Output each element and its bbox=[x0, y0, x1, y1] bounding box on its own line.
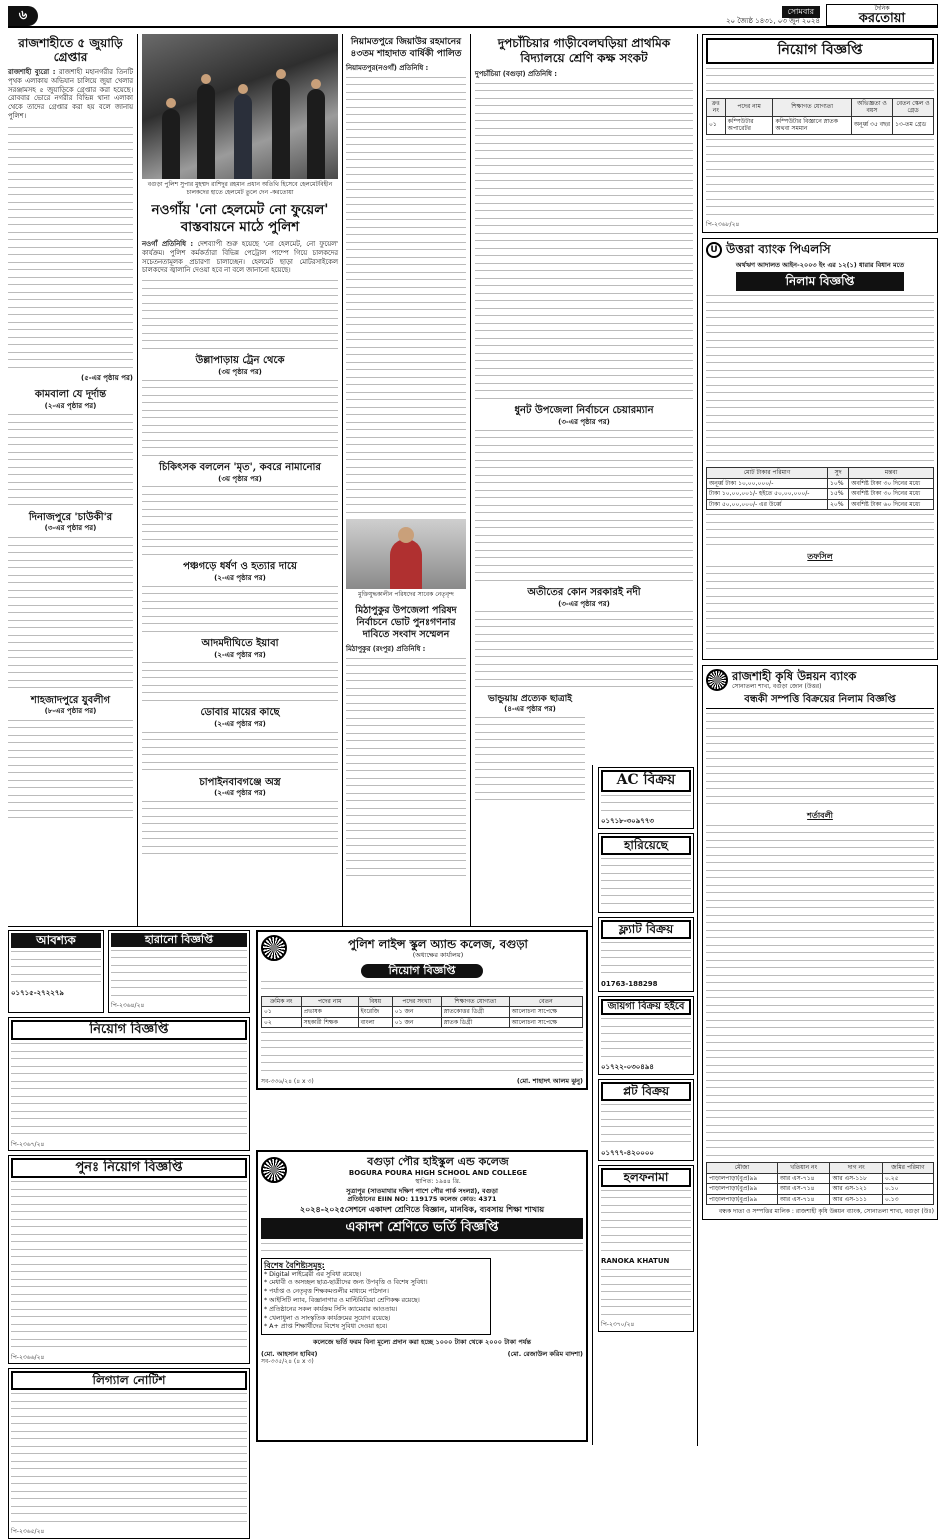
ad-text-lines bbox=[601, 1190, 691, 1251]
column-5 bbox=[702, 34, 938, 1220]
bank-name: উত্তরা ব্যাংক পিএলসি bbox=[726, 242, 831, 256]
signer-name: (মো. শাহাদৎ আলম ঝুনু) bbox=[516, 1077, 583, 1086]
vacancy-table bbox=[261, 996, 583, 1029]
ad-title: বন্ধকী সম্পত্তি বিক্রয়ের নিলাম বিজ্ঞপ্তি bbox=[706, 694, 934, 710]
bank-header bbox=[706, 669, 934, 691]
school-name-bn: বগুড়া পৌর হাইস্কুল এন্ড কলেজ bbox=[367, 1155, 509, 1168]
ad-text-lines bbox=[706, 68, 934, 92]
story-headline: চিকিৎসক বললেন 'মৃত', কবরে নামানোর bbox=[159, 462, 321, 474]
story-continued: (৫-এর পৃষ্ঠায় পর) bbox=[81, 374, 133, 383]
classified-title: হলফনামা bbox=[601, 1168, 691, 1187]
table-cell: স্নাতকোত্তর ডিগ্রী bbox=[441, 1007, 509, 1018]
ad-footer bbox=[261, 1077, 583, 1085]
bank-name: রাজশাহী কৃষি উন্নয়ন ব্যাংক bbox=[732, 668, 857, 683]
fee-note: কলেজে ভর্তি ফরম বিনা মূল্যে প্রদান করা হচ্ছে ১০০০ টাকা থেকে ২০০০ টাকা পর্যন্ত bbox=[313, 1338, 531, 1347]
table-cell: পাড়ালপাড়া(বুপ্র)৯৯ bbox=[707, 1184, 778, 1195]
ad-title: হারানো বিজ্ঞপ্তি bbox=[111, 933, 247, 947]
story-byline: (২-এর পৃষ্ঠার পর) bbox=[214, 573, 266, 582]
lead-text bbox=[142, 240, 338, 275]
school-admission-ad bbox=[256, 1150, 588, 1442]
feature-item: * পর্যাপ্ত ও নেতৃবৃত্ত শিক্ষকমণ্ডলীর মাধ্যমে পাঠদান। bbox=[264, 1288, 389, 1296]
table-header-row bbox=[707, 468, 934, 479]
table-cell: প্রভাষক bbox=[301, 1007, 358, 1018]
table-cell: অনূর্ধ্ব ৩৫ বছর bbox=[851, 116, 892, 134]
story-headline: রাজশাহীতে ৫ জুয়াড়ি গ্রেপ্তার bbox=[18, 36, 123, 64]
bottom-left-ads bbox=[8, 930, 250, 1539]
table-cell: ০২ bbox=[262, 1017, 302, 1028]
table-header: মৌজা bbox=[707, 1163, 778, 1174]
ad-text-lines bbox=[601, 1269, 691, 1315]
page-number-badge: ৬ bbox=[8, 6, 38, 26]
ad-ref: পি-২৩৬৬/২৪ bbox=[11, 1353, 45, 1361]
section-rule bbox=[8, 926, 592, 927]
table-cell: বাংলা bbox=[358, 1017, 392, 1028]
story-byline: (৩য় পৃষ্ঠার পর) bbox=[218, 474, 262, 483]
classified-ad-affidavit bbox=[598, 1165, 694, 1332]
story-byline: মিঠাপুকুর (রংপুর) প্রতিনিধি : bbox=[346, 644, 426, 653]
column-rule bbox=[137, 34, 138, 926]
table-cell: ০.১০ bbox=[882, 1184, 933, 1195]
table-cell: অবশিষ্ট টাকা ৩০ দিনের মধ্যে bbox=[849, 489, 934, 500]
classified-ad-flat bbox=[598, 917, 694, 991]
story-byline: (৪-এর পৃষ্ঠার পর) bbox=[504, 705, 556, 714]
table-row bbox=[262, 1007, 583, 1018]
school-logo-icon bbox=[261, 1157, 287, 1183]
photo-caption: বগুড়া পুলিশ সুপার মুহম্মদ রাশিদুর রহমান প্রধান অতিথি হিসেবে হেলমেটবিহীন চালকদের হাতে হেলমেট তুলে দেন -করতোয়া bbox=[147, 181, 333, 196]
ad-title: আবশ্যক bbox=[11, 933, 101, 948]
story-text-lines bbox=[8, 414, 133, 505]
table-header: শিক্ষাগত যোগ্যতা bbox=[773, 98, 851, 116]
column-1 bbox=[8, 34, 133, 825]
wanted-ad bbox=[8, 930, 104, 1013]
feature-item: * প্রতিষ্ঠানের সকল কার্যক্রম সিসি ক্যামেরার আওতায়। bbox=[264, 1305, 398, 1313]
story-byline: (৩-এর পৃষ্ঠার পর) bbox=[44, 524, 97, 533]
classified-title: জায়গা বিক্রয় হইবে bbox=[601, 999, 691, 1016]
feature-item: * আইসিটি ল্যাব, বিজ্ঞানাগার ও মাল্টিমিডিয়া শ্রেণিকক্ষ রয়েছে। bbox=[264, 1296, 420, 1304]
ad-subtitle: (অধ্যক্ষের কার্যালয়) bbox=[412, 951, 464, 960]
table-cell: অবশিষ্ট টাকা ৩০ দিনের মধ্যে bbox=[849, 478, 934, 489]
story-text-lines bbox=[475, 717, 585, 801]
table-cell: আর এস-৭১৪ bbox=[777, 1173, 830, 1184]
ad-text-lines bbox=[706, 825, 934, 1156]
table-header: পদের নাম bbox=[301, 996, 358, 1007]
ad-text-lines bbox=[706, 713, 934, 804]
table-header: বেতন স্কেল ও গ্রেড bbox=[893, 98, 934, 116]
ads-row bbox=[8, 930, 250, 1013]
ad-text-lines bbox=[706, 295, 934, 461]
logo-small-text: দৈনিক bbox=[874, 5, 890, 12]
table-row bbox=[707, 499, 934, 510]
schedule-title: তফসিল bbox=[807, 551, 833, 561]
ad-footer: বন্ধক দাতা ও সম্পত্তির মালিক : রাজশাহী কৃষি উন্নয়ন ব্যাংক, সোনাতলা শাখা, বগুড়া (উঃ) bbox=[718, 1208, 934, 1216]
story-text-lines bbox=[8, 537, 133, 688]
features-title: বিশেষ বৈশিষ্ট্যসমূহ: bbox=[264, 1260, 325, 1270]
story-headline: ডোবার মায়ের কাছে bbox=[200, 707, 280, 719]
story-text-lines bbox=[8, 720, 133, 819]
table-cell: ০১ জন bbox=[392, 1017, 441, 1028]
ad-title: পুনঃ নিয়োগ বিজ্ঞপ্তি bbox=[11, 1158, 247, 1178]
story-byline: (৩য় পৃষ্ঠার পর) bbox=[218, 367, 262, 376]
school-logo-icon bbox=[261, 935, 287, 961]
table-cell: ০১ জন bbox=[392, 1007, 441, 1018]
table-cell: টাকা ৫০,০০,০০০/- এর উর্ধ্বে bbox=[707, 499, 828, 510]
school-name-en: BOGURA POURA HIGH SCHOOL AND COLLEGE bbox=[348, 1168, 528, 1177]
phone-number: ০১৭১৮-৩০৯৭৭৩ bbox=[601, 817, 654, 825]
story-text: রাজশাহী মহানগরীর তিনটি পৃথক এলাকায় অভিযান চালিয়ে জুয়া খেলার সরঞ্জামসহ ৫ জুয়াড়িকে গ্রেপ্তার করা হয়েছে। রোববার ভোরে নগরীর বিভিন্ন থানা এলাকা থেকে তাদের গ্রেপ্তার করা হয় বলে জানায় পুলিশ। bbox=[8, 68, 133, 121]
ad-text-lines bbox=[601, 858, 691, 904]
signer-name: (মো. আহসান হাবিব) bbox=[261, 1350, 318, 1359]
terms-title: শর্তাবলী bbox=[807, 810, 833, 820]
story-headline: শাহজাদপুরে যুবলীগ bbox=[30, 694, 111, 706]
story-text-lines bbox=[8, 127, 133, 368]
ad-ref: সব-৩৩৬/২৪ (৪ x ৩) bbox=[261, 1077, 314, 1085]
story-text-lines bbox=[142, 801, 338, 855]
portrait-photo bbox=[346, 519, 466, 589]
ad-text-lines bbox=[601, 795, 691, 811]
ad-subtitle: অর্থঋণ আদালত আইন-২০০৩ ইং এর ১২(১) ধারার বিধান মতে bbox=[735, 260, 905, 269]
story-headline: ধুনট উপজেলা নির্বাচনে চেয়ারম্যান bbox=[514, 405, 654, 417]
table-cell: অনূর্ধ্ব টাকা ১০,০০,০০০/- bbox=[707, 478, 828, 489]
table-row bbox=[707, 489, 934, 500]
story-headline: নিয়ামতপুরে জিয়াউর রহমানের ৪৩তম শাহাদাত বার্ষিকী পালিত bbox=[350, 37, 462, 59]
ad-ref: পি-২৩৬৪/২৪ bbox=[111, 1002, 145, 1010]
auction-table bbox=[706, 467, 934, 510]
header-day: সোমবার bbox=[782, 6, 820, 18]
table-cell: সহকারী শিক্ষক bbox=[301, 1017, 358, 1028]
phone-number: ০১৭২২-০৩০৪৯৪ bbox=[601, 1063, 654, 1071]
photo-caption: মুক্তিযুদ্ধকালীন পরিষদের সাবেক নেতৃবৃন্দ bbox=[358, 591, 454, 599]
story-text-lines bbox=[142, 486, 338, 555]
ad-text-lines bbox=[601, 942, 691, 973]
page-header bbox=[8, 6, 938, 28]
lead-headline: নওগাঁয় 'নো হেলমেট নো ফুয়েল' বাস্তবায়নে মাঠে পুলিশ bbox=[151, 202, 329, 235]
table-header: পদের নাম bbox=[725, 98, 773, 116]
story-byline: (৩-এর পৃষ্ঠার পর) bbox=[558, 417, 610, 426]
column-rule bbox=[470, 34, 471, 926]
table-cell: আর এস-৭১৪ bbox=[777, 1194, 830, 1205]
story-byline: নিয়ামতপুর(নওগাঁ) প্রতিনিধি : bbox=[346, 64, 429, 72]
table-row bbox=[707, 1173, 934, 1184]
ad-text-lines bbox=[601, 1104, 691, 1143]
ad-ref: পি-২৩৬৫/২৪ bbox=[11, 1528, 45, 1536]
story-headline: পঞ্চগড়ে ধর্ষণ ও হত্যার দায়ে bbox=[183, 561, 297, 573]
story-text-lines bbox=[142, 732, 338, 771]
feature-item: * A+ প্রাপ্ত শিক্ষার্থীদের বিশেষ সুবিধা দেওয়া হবে। bbox=[264, 1323, 388, 1331]
table-cell: পাড়ালপাড়া(বুপ্র)৯৯ bbox=[707, 1194, 778, 1205]
story-text-lines bbox=[346, 77, 466, 513]
table-row bbox=[707, 1184, 934, 1195]
table-header-row bbox=[707, 98, 934, 116]
rejob-ad bbox=[8, 1155, 250, 1364]
affidavit-name: RANOKA KHATUN bbox=[601, 1257, 670, 1265]
story-text-lines bbox=[475, 611, 693, 687]
story-headline: কামবালা যে দূর্দান্ত bbox=[34, 389, 107, 401]
ad-ref: পি-২৩৬৭/২৪ bbox=[11, 1140, 45, 1148]
classified-ad-lost bbox=[598, 833, 694, 914]
ad-ref: সব-৩৩৫/২৪ (৪ x ৩) bbox=[261, 1358, 314, 1366]
ad-ref: পি-২৩৭০/২৪ bbox=[601, 1321, 635, 1329]
header-date: ২০ জ্যৈষ্ঠ ১৪৩১, ০৩ জুন ২০২৪ bbox=[725, 17, 820, 25]
story-text-lines bbox=[346, 658, 466, 877]
table-cell: ০.২৫ bbox=[882, 1173, 933, 1184]
table-cell: ২০% bbox=[828, 499, 849, 510]
table-header: পদের সংখ্যা bbox=[392, 996, 441, 1007]
ad-text-lines bbox=[261, 1243, 583, 1252]
table-cell: টাকা ১০,০০,০০১/- হইতে ৫০,০০,০০০/- bbox=[707, 489, 828, 500]
story-text-lines bbox=[142, 280, 338, 349]
table-row bbox=[707, 1194, 934, 1205]
ad-header bbox=[261, 935, 583, 961]
story-byline: (২-এর পৃষ্ঠার পর) bbox=[214, 719, 266, 728]
classified-title: ফ্ল্যাট বিক্রয় bbox=[601, 920, 691, 939]
classifieds-column bbox=[592, 765, 696, 1336]
lead-byline: নওগাঁ প্রতিনিধি : bbox=[142, 240, 194, 248]
ad-title: পুলিশ লাইন্স স্কুল অ্যান্ড কলেজ, বগুড়া bbox=[348, 936, 528, 951]
police-school-ad bbox=[256, 930, 588, 1090]
school-address: সুত্রাপুর (সাতমাথার দক্ষিণ পাশে পৌর পার্ক সংলগ্ন), বগুড়া bbox=[346, 1187, 498, 1195]
table-cell: আর এস-৭১৪ bbox=[777, 1184, 830, 1195]
table-header: শিক্ষাগত যোগ্যতা bbox=[441, 996, 509, 1007]
school-est: স্থাপিত: ১৯৪৪ খ্রি. bbox=[415, 1177, 461, 1185]
ad-text-lines bbox=[11, 1043, 247, 1134]
ad-ref: পি-২৩৬৮/২৪ bbox=[706, 221, 740, 228]
ad-text-lines bbox=[11, 951, 101, 982]
story-byline: রাজশাহী ব্যুরো : bbox=[8, 68, 56, 76]
newspaper-logo bbox=[826, 4, 938, 26]
phone-number: ০১৭৭৭-৪২০০০০ bbox=[601, 1148, 654, 1157]
story-byline: দুপচাঁচিয়া (বগুড়া) প্রতিনিধি : bbox=[475, 70, 557, 78]
ad-text-lines bbox=[11, 1181, 247, 1347]
table-header: বিষয় bbox=[358, 996, 392, 1007]
table-cell: ১০% bbox=[828, 478, 849, 489]
ad-text-lines bbox=[111, 950, 247, 996]
classified-ad-land bbox=[598, 996, 694, 1075]
table-cell: আলোচনা সাপেক্ষে bbox=[509, 1017, 582, 1028]
story-text-lines bbox=[475, 430, 693, 581]
feature-item: * খেলাধুলা ও সাংস্কৃতিক কার্যক্রমের সুযোগ রয়েছে। bbox=[264, 1314, 391, 1322]
table-cell: আর এস-১১৮ bbox=[830, 1173, 883, 1184]
table-cell: অবশিষ্ট টাকা ৬০ দিনের মধ্যে bbox=[849, 499, 934, 510]
bank-auction-ad bbox=[702, 238, 938, 660]
table-header: অভিজ্ঞতা ও বয়স bbox=[851, 98, 892, 116]
story-text-lines bbox=[475, 83, 693, 399]
table-cell: ০১ bbox=[707, 116, 726, 134]
story-byline: (২-এর পৃষ্ঠার পর) bbox=[214, 789, 266, 798]
table-cell: আলোচনা সাপেক্ষে bbox=[509, 1007, 582, 1018]
table-cell: ইংরেজি bbox=[358, 1007, 392, 1018]
story-headline: উল্লাপাড়ায় ট্রেন থেকে bbox=[195, 355, 285, 367]
job-ad bbox=[702, 34, 938, 233]
news-photo bbox=[142, 34, 338, 179]
signers bbox=[261, 1350, 583, 1358]
krishi-bank-ad bbox=[702, 665, 938, 1220]
ad-title: নিয়োগ বিজ্ঞপ্তি bbox=[706, 38, 934, 64]
legal-notice-ad bbox=[8, 1368, 250, 1539]
story-text-lines bbox=[142, 586, 338, 632]
job-ad-2 bbox=[8, 1017, 250, 1151]
column-rule bbox=[342, 34, 343, 926]
ad-title: লিগ্যাল নোটিশ bbox=[11, 1371, 247, 1390]
classified-ad-ac bbox=[598, 767, 694, 829]
table-cell: পাড়ালপাড়া(বুপ্র)৯৯ bbox=[707, 1173, 778, 1184]
ad-text-lines bbox=[706, 514, 934, 545]
logo-title: করতোয়া bbox=[858, 11, 906, 26]
ad-text-lines bbox=[601, 1018, 691, 1057]
story-headline: ভান্ডুয়ায় প্রত্যেক ছাত্রাই bbox=[488, 693, 572, 704]
story-text-lines bbox=[142, 380, 338, 456]
table-header: জমির পরিমাণ bbox=[882, 1163, 933, 1174]
table-header-row bbox=[707, 1163, 934, 1174]
column-4 bbox=[475, 34, 693, 807]
table-header: দাগ নং bbox=[830, 1163, 883, 1174]
column-2 bbox=[142, 34, 338, 861]
table-header-row bbox=[262, 996, 583, 1007]
table-row bbox=[707, 116, 934, 134]
bank-logo-icon: U bbox=[706, 242, 722, 258]
story-small bbox=[475, 694, 585, 801]
bank-logo-icon bbox=[706, 669, 728, 691]
phone-number: ০১৭১৫-২৭২২৭৯ bbox=[11, 988, 64, 997]
session-line: ২০২৪-২০২৫সেশনে একাদশ শ্রেণিতে বিজ্ঞান, মানবিক, ব্যবসায় শিক্ষা শাখায় bbox=[299, 1205, 545, 1215]
table-cell: আর এস-১১১ bbox=[830, 1194, 883, 1205]
story-headline: আদমদীঘিতে ইয়াবা bbox=[201, 638, 279, 650]
story-headline: দুপচাঁচিয়ার গাড়ীবেলঘড়িয়া প্রাথমিক বিদ্যালয়ে শ্রেণি কক্ষ সংকট bbox=[497, 36, 671, 65]
table-cell: ০১ bbox=[262, 1007, 302, 1018]
lost-ad bbox=[108, 930, 250, 1013]
story-headline: চাপাইনবাবগঞ্জে অস্ত্র bbox=[199, 776, 281, 788]
ad-text-lines bbox=[261, 981, 583, 990]
table-cell: স্নাতক ডিগ্রী bbox=[441, 1017, 509, 1028]
story-text-lines bbox=[142, 662, 338, 701]
table-cell: কম্পিউটার অপারেটর bbox=[725, 116, 773, 134]
job-table bbox=[706, 98, 934, 135]
admission-banner: একাদশ শ্রেণিতে ভর্তি বিজ্ঞপ্তি bbox=[261, 1218, 583, 1238]
bank-branch: সোনাতলা শাখা, বগুড়া জোন (উত্তর) bbox=[732, 683, 822, 691]
story-lead bbox=[8, 68, 133, 121]
table-cell: কম্পিউটার বিজ্ঞানে স্নাতক অথবা সমমান bbox=[773, 116, 851, 134]
classified-title: হারিয়েছে bbox=[601, 836, 691, 855]
notice-label: নিয়োগ বিজ্ঞপ্তি bbox=[361, 964, 483, 978]
column-3 bbox=[346, 34, 466, 883]
table-header: খতিয়ান নং bbox=[777, 1163, 830, 1174]
table-header: ক্রঃ নং bbox=[707, 98, 726, 116]
classified-title: AC বিক্রয় bbox=[601, 770, 691, 792]
feature-item: * মেধাবী ও অসচ্ছল ছাত্র-ছাত্রীদের জন্য উপবৃত্তি ও বিশেষ সুবিধা। bbox=[264, 1279, 428, 1287]
table-cell: ১৫% bbox=[828, 489, 849, 500]
story-byline: (২-এর পৃষ্ঠার পর) bbox=[44, 401, 97, 410]
features-box bbox=[261, 1258, 491, 1336]
table-cell: ১৩-তম গ্রেড bbox=[893, 116, 934, 134]
table-cell: ০.১৩ bbox=[882, 1194, 933, 1205]
ad-header bbox=[261, 1155, 583, 1185]
classified-ad-plot bbox=[598, 1079, 694, 1161]
bank-header bbox=[706, 242, 934, 258]
story-byline: (৩-এর পৃষ্ঠার পর) bbox=[558, 599, 610, 608]
story-headline: মিঠাপুকুর উপজেলা পরিষদ নির্বাচনে ভোট পুনঃগণনার দাবিতে সংবাদ সম্মেলন bbox=[355, 604, 457, 640]
story-byline: (৮-এর পৃষ্ঠার পর) bbox=[44, 707, 97, 716]
feature-item: * Digital লাইব্রেরী এর সুবিধা রয়েছে। bbox=[264, 1270, 362, 1278]
school-eiin: প্রতিষ্ঠানের EIIN NO: 119175 কলেজ কোড: 4371 bbox=[347, 1195, 497, 1204]
phone-number: 01763-188298 bbox=[601, 979, 658, 988]
classified-title: প্লট বিক্রয় bbox=[601, 1082, 691, 1101]
table-header: মোট টাকার পরিমাণ bbox=[707, 468, 828, 479]
ad-text-lines bbox=[706, 566, 934, 650]
table-header: বেতন bbox=[509, 996, 582, 1007]
property-table bbox=[706, 1162, 934, 1205]
ad-title: নিয়োগ বিজ্ঞপ্তি bbox=[11, 1020, 247, 1040]
table-row bbox=[262, 1017, 583, 1028]
lead-body: দেশব্যাপী শুরু হয়েছে 'নো হেলমেট, নো ফুয়েল' কার্যক্রম। পুলিশ কর্মকর্তারা বিভিন্ন পেট্রোল পাম্পে গিয়ে চালকদের সচেতনতামূলক প্রচারণা চালাচ্ছেন। হেলমেট ছাড়া মোটরসাইকেল চালকদের জ্বালানি দেওয়া হবে না বলে জানানো হয়েছে। bbox=[142, 240, 338, 275]
ad-title: নিলাম বিজ্ঞপ্তি bbox=[736, 272, 904, 291]
table-header: মন্তব্য bbox=[849, 468, 934, 479]
table-header: সুদ bbox=[828, 468, 849, 479]
signer-name: (মো. রেজাউল করিম বাদশা) bbox=[507, 1350, 583, 1359]
table-cell: আর এস-১২১ bbox=[830, 1184, 883, 1195]
table-row bbox=[707, 478, 934, 489]
story-headline: অতীতের কোন সরকারই নদী bbox=[527, 587, 641, 599]
ad-text-lines bbox=[11, 1393, 247, 1522]
ad-text-lines bbox=[706, 139, 934, 215]
story-headline: দিনাজপুরে 'চাউকী'র bbox=[28, 511, 113, 523]
table-header: ক্রমিক নং bbox=[262, 996, 302, 1007]
ad-text-lines bbox=[261, 1032, 583, 1071]
story-byline: (২-এর পৃষ্ঠার পর) bbox=[214, 650, 266, 659]
column-rule bbox=[697, 34, 698, 1446]
